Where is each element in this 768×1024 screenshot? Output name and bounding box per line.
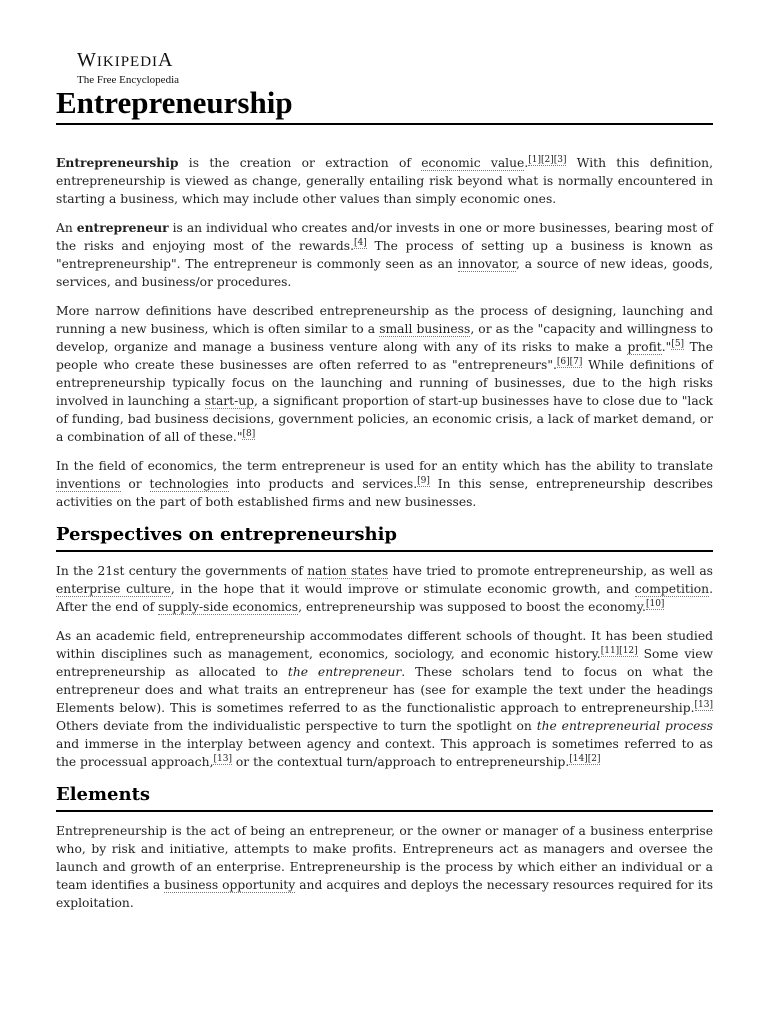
link-profit[interactable]: profit [627,340,662,354]
citation-ref[interactable]: [11][12] [600,645,638,656]
citation-ref[interactable]: [10] [645,598,665,609]
link-innovator[interactable]: innovator [457,257,517,271]
perspectives-paragraph-2: As an academic field, entrepreneurship accommodates different schools of thought. It has been studied within disciplines such as management, economics, sociology, and economic history.[11][12] Some view entrepreneurship as allocated to the entrepreneur. These scholars tend to focus on what the entrepreneur does and what traits an entrepreneur has (see for example the text under the headings Elements below). This is sometimes referred to as the functionalistic approach to entrepreneurship.[13] Others deviate from the individualistic perspective to turn the spotlight on the entrepreneurial process and immerse in the interplay between agency and context. This approach is sometimes referred to as the processual approach,[13] or the contextual turn/approach to entrepreneurship.[14][2] [56,629,714,769]
link-supply-side-economics[interactable]: supply-side economics [158,600,299,614]
link-enterprise-culture[interactable]: enterprise culture [56,582,171,596]
link-small-business[interactable]: small business [379,322,471,336]
section-heading-perspectives: Perspectives on entrepreneurship [56,522,713,552]
wikipedia-logo[interactable] [77,50,179,86]
page-title: Entrepreneurship [56,85,293,120]
intro-paragraph-4: In the field of economics, the term entrepreneur is used for an entity which has the ability to translate inventions or technologies into products and services.[9] In this sense, entrepreneurship describes activities on the part of both established firms and new businesses. [56,459,713,509]
elements-paragraph-1: Entrepreneurship is the act of being an entrepreneur, or the owner or manager of a business enterprise who, by risk and initiative, attempts to make profits. Entrepreneurs act as managers and oversee the launch and growth of an enterprise. Entrepreneurship is the process by which either an individual or a team identifies a business opportunity and acquires and deploys the necessary resources required for its exploitation. [56,824,714,910]
citation-ref[interactable]: [6][7] [556,356,583,367]
bold-term: entrepreneur [76,220,169,235]
citation-ref[interactable]: [9] [417,475,430,486]
link-economic-value[interactable]: economic value [421,156,525,170]
intro-paragraph-2: An entrepreneur is an individual who creates and/or invests in one or more businesses, bearing most of the risks and enjoying most of the rewards.[4] The process of setting up a business is known as "entrepreneurship". The entrepreneur is commonly seen as an innovator, a source of new ideas, goods, services, and business/or procedures. [56,220,714,289]
citation-ref[interactable]: [1][2][3] [528,154,567,165]
logo-tagline: The Free Encyclopedia [77,74,180,86]
link-inventions[interactable]: inventions [56,477,121,491]
citation-ref[interactable]: [14][2] [569,753,601,764]
title-divider [56,123,713,125]
citation-ref[interactable]: [13] [694,699,713,710]
intro-paragraph-3: More narrow definitions have described entrepreneurship as the process of designing, launching and running a new business, which is often similar to a small business, or as the "capacity and willingness to develop, organize and manage a business venture along with any of its risks to make a profit."[5] The people who create these businesses are often referred to as "entrepreneurs".[6][7] While definitions of entrepreneurship typically focus on the launching and running of businesses, due to the high risks involved in launching a start-up, a significant proportion of start-up businesses have to close due to "lack of funding, bad business decisions, government policies, an economic crisis, a lack of market demand, or a combination of all of these."[8] [56,304,713,444]
italic-term: the entrepreneur [287,665,402,679]
logo-wordmark: WIKIPEDIA [77,49,174,71]
link-business-opportunity[interactable]: business opportunity [164,878,296,892]
link-start-up[interactable]: start-up [204,394,255,408]
bold-term: Entrepreneurship [56,155,179,170]
section-heading-elements: Elements [56,782,713,812]
link-competition[interactable]: competition [634,582,710,596]
citation-ref[interactable]: [5] [671,338,685,349]
link-technologies[interactable]: technologies [149,477,229,491]
intro-paragraph-1: Entrepreneurship is the creation or extraction of economic value.[1][2][3] With this definition, entrepreneurship is viewed as change, generally entailing risk beyond what is normally encountered in starting a business, which may include other values than simply economic ones. [56,154,714,206]
citation-ref[interactable]: [8] [242,428,256,439]
italic-term: the entrepreneurial process [536,719,713,733]
citation-ref[interactable]: [4] [354,237,367,248]
link-nation-states[interactable]: nation states [307,564,389,578]
article-body [56,154,713,923]
citation-ref[interactable]: [13] [213,753,232,764]
perspectives-paragraph-1: In the 21st century the governments of nation states have tried to promote entrepreneurship, as well as enterprise culture, in the hope that it would improve or stimulate economic growth, and competition. After the end of supply-side economics, entrepreneurship was supposed to boost the economy.[10] [56,564,713,614]
